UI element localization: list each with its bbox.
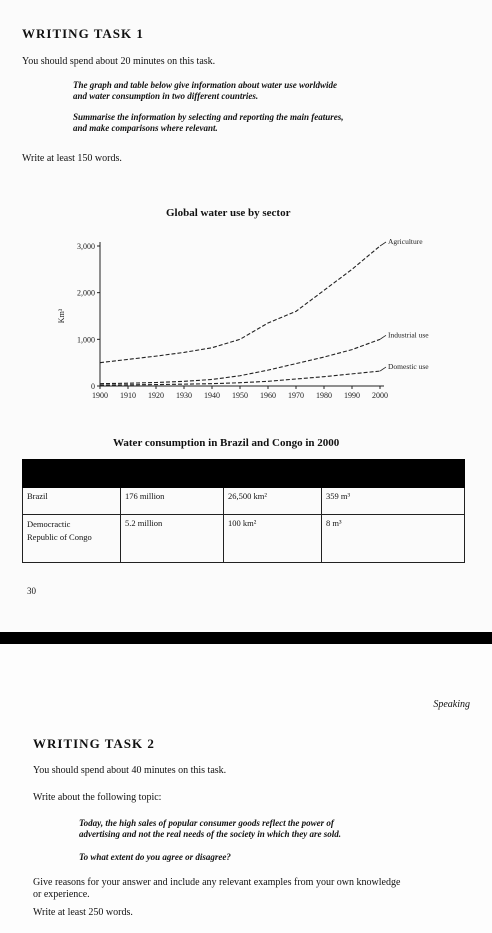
- x-tick-label: 1950: [232, 391, 248, 400]
- table-row: [23, 515, 465, 563]
- task2-question: To what extent do you agree or disagree?: [79, 852, 231, 862]
- table-cell: 100 km²: [224, 515, 322, 563]
- x-tick-label: 1940: [204, 391, 220, 400]
- task1-prompt-line-4: and make comparisons where relevant.: [73, 123, 218, 133]
- y-tick-label: 0: [91, 382, 95, 391]
- table-cell: 359 m³: [322, 488, 465, 515]
- table-header-row: [23, 460, 465, 488]
- table-cell: 8 m³: [322, 515, 465, 563]
- series-label: Domestic use: [388, 362, 429, 372]
- table-title: Water consumption in Brazil and Congo in 2000: [113, 437, 340, 449]
- task2-reasons-line-2: or experience.: [33, 889, 90, 900]
- x-tick-label: 1970: [288, 391, 304, 400]
- task2-prompt-line-2: advertising and not the real needs of the society in which they are sold.: [79, 829, 342, 839]
- task2-topic-intro: Write about the following topic:: [33, 792, 162, 803]
- task1-prompt-line-1: The graph and table below give information about water use worldwide: [73, 80, 338, 90]
- task1-time-instruction: You should spend about 20 minutes on this task.: [22, 56, 216, 67]
- x-tick-label: 2000: [372, 391, 388, 400]
- series-label-leader: [380, 335, 386, 339]
- page-task-2: [0, 644, 492, 933]
- y-tick-label: 1,000: [77, 335, 95, 345]
- task1-title: WRITING TASK 1: [22, 26, 144, 41]
- task1-word-count: Write at least 150 words.: [22, 153, 122, 164]
- page-number: 30: [27, 586, 36, 596]
- series-label-leader: [380, 242, 386, 246]
- water-consumption-table: [22, 459, 465, 563]
- table-cell: 26,500 km²: [224, 488, 322, 515]
- x-tick-label: 1980: [316, 391, 332, 400]
- y-tick-label: 2,000: [77, 288, 95, 298]
- series-line-industrial-use: [100, 339, 380, 383]
- series-label: Agriculture: [388, 237, 423, 246]
- x-tick-label: 1910: [120, 391, 136, 400]
- table-row: [23, 488, 465, 515]
- task2-prompt-line-1: Today, the high sales of popular consumer goods reflect the power of: [79, 818, 334, 828]
- series-line-agriculture: [100, 246, 380, 363]
- section-header: Speaking: [433, 699, 470, 710]
- page-divider: [0, 632, 492, 644]
- task2-reasons-line-1: Give reasons for your answer and include any relevant examples from your own knowledge: [33, 877, 401, 888]
- x-tick-label: 1900: [92, 391, 108, 400]
- task2-title: WRITING TASK 2: [33, 736, 155, 751]
- task1-prompt-line-3: Summarise the information by selecting and reporting the main features,: [73, 112, 344, 122]
- x-tick-label: 1960: [260, 391, 276, 400]
- table-cell: 176 million: [121, 488, 224, 515]
- chart-title: Global water use by sector: [166, 207, 291, 219]
- table-cell: 5.2 million: [121, 515, 224, 563]
- x-tick-label: 1920: [148, 391, 164, 400]
- series-label-leader: [380, 367, 386, 371]
- table-cell: Democractic Republic of Congo: [23, 515, 121, 563]
- task1-prompt-line-2: and water consumption in two different countries.: [73, 91, 259, 101]
- y-axis-label: Km³: [57, 308, 66, 324]
- x-tick-label: 1990: [344, 391, 360, 400]
- y-tick-label: 3,000: [77, 242, 95, 251]
- task2-time-instruction: You should spend about 40 minutes on this task.: [33, 765, 227, 776]
- series-label: Industrial use: [388, 330, 429, 340]
- line-chart: [0, 228, 492, 408]
- table-cell: Brazil: [23, 488, 121, 515]
- x-tick-label: 1930: [176, 391, 192, 400]
- task2-word-count: Write at least 250 words.: [33, 907, 133, 918]
